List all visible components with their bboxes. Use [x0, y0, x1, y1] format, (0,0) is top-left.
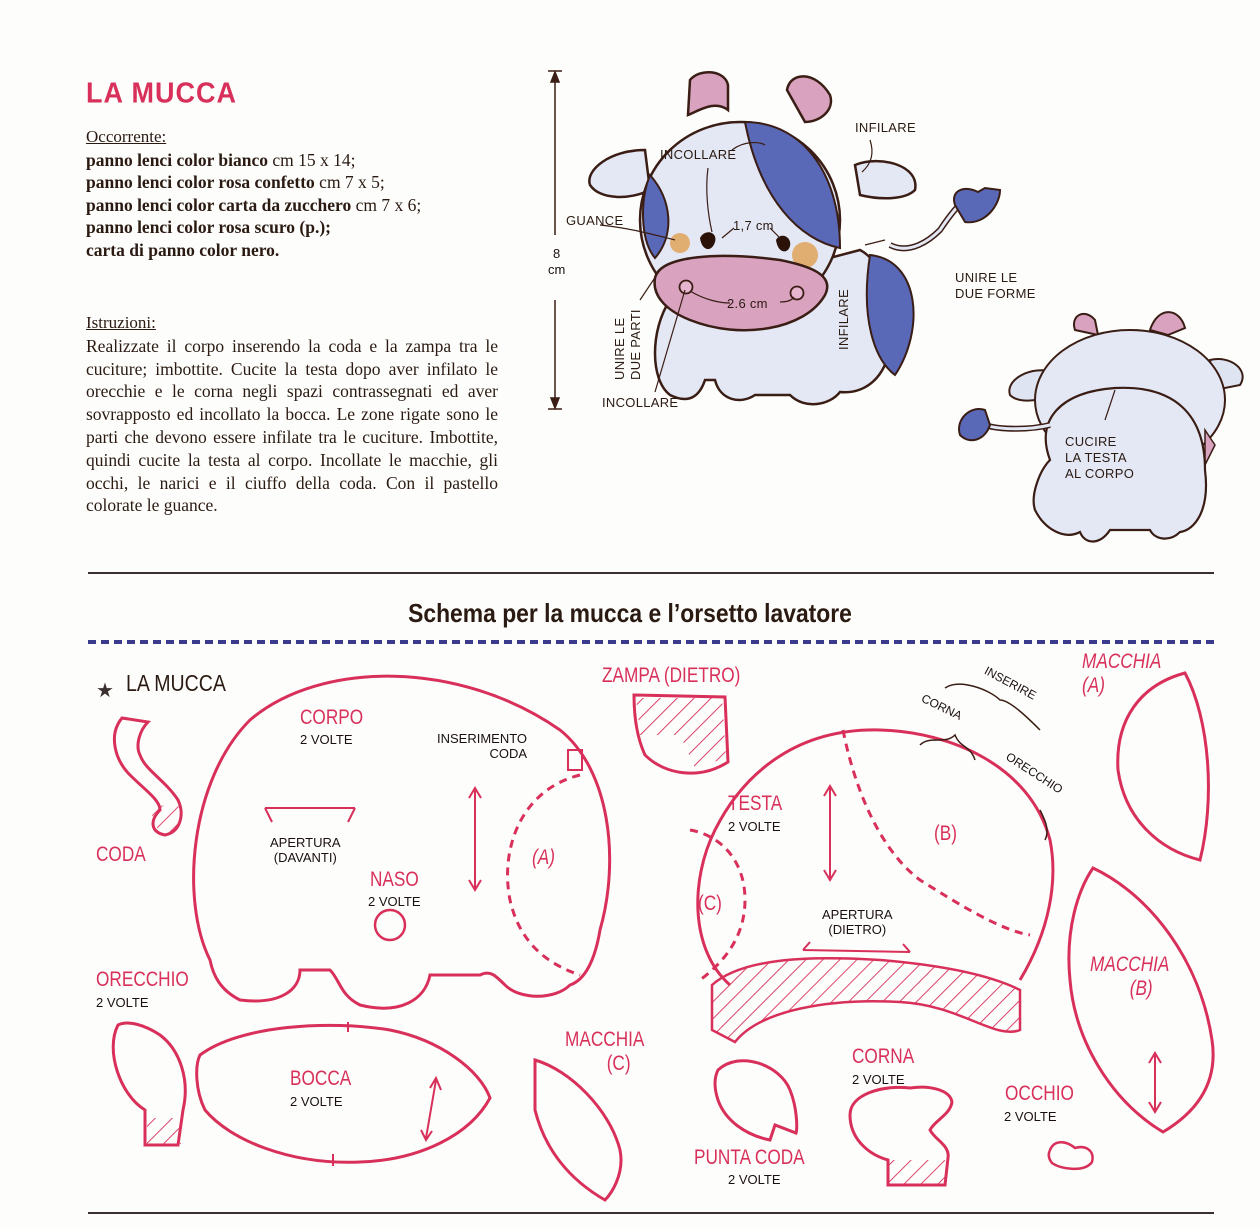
- label-occhio: OCCHIO: [1005, 1082, 1074, 1105]
- label-apertura-davanti: APERTURA (DAVANTI): [270, 835, 341, 865]
- label-unire-due-forme: UNIRE LE DUE FORME: [955, 270, 1036, 301]
- label-orecchio-qty: 2 VOLTE: [96, 995, 149, 1010]
- label-zampa-dietro: ZAMPA (DIETRO): [602, 664, 741, 687]
- instructions-heading: Istruzioni:: [86, 313, 156, 332]
- label-macchia-c: MACCHIA (C): [565, 1028, 645, 1075]
- label-mark-b: (B): [934, 822, 957, 845]
- label-bocca-qty: 2 VOLTE: [290, 1094, 343, 1109]
- label-testa-qty: 2 VOLTE: [728, 819, 781, 834]
- label-occhio-qty: 2 VOLTE: [1004, 1109, 1057, 1124]
- label-bocca: BOCCA: [290, 1067, 352, 1090]
- label-apertura-dietro: APERTURA (DIETRO): [822, 907, 893, 937]
- label-infilare-top: INFILARE: [855, 120, 916, 135]
- pattern-punta-coda: [715, 1061, 797, 1140]
- instructions-text: Realizzate il corpo inserendo la coda e la zampa tra le cuciture; imbottite. Cucite la testa dopo aver infilato le orecchie e le corna negli spazi contrassegnati ed aver sovrapposto ed incollato la bocca. Le zone rigate sono le parti che devono essere infilate tra le cuciture. Imbottite, quindi cucite la testa al corpo. Incollate le macchie, gli occhi, le narici e il ciuffo della coda. Con il pastello colorate le guance.: [86, 335, 498, 516]
- label-macchia-b: MACCHIA (B): [1090, 953, 1170, 1000]
- label-corna-qty: 2 VOLTE: [852, 1072, 905, 1087]
- label-mark-c: (C): [698, 892, 722, 915]
- material-item: panno lenci color carta da zucchero cm 7 x 6;: [86, 194, 422, 215]
- label-coda: CODA: [96, 843, 146, 866]
- label-cucire-testa-corpo: CUCIRE LA TESTA AL CORPO: [1065, 434, 1135, 481]
- material-item: panno lenci color rosa scuro (p.);: [86, 217, 332, 237]
- label-unire-due-parti: UNIRE LE DUE PARTI: [612, 309, 643, 380]
- label-corna-mark: CORNA: [919, 691, 965, 723]
- page-title: LA MUCCA: [86, 77, 237, 109]
- height-measure-label: 8 cm: [548, 246, 566, 277]
- label-inserire: INSERIRE: [982, 663, 1039, 703]
- label-eye-distance: 1,7 cm: [733, 218, 774, 233]
- label-macchia-a: MACCHIA (A): [1082, 650, 1162, 697]
- label-mark-a: (A): [532, 846, 555, 869]
- materials-heading: Occorrente:: [86, 127, 167, 146]
- material-item: carta di panno color nero.: [86, 239, 280, 260]
- label-corpo-qty: 2 VOLTE: [300, 732, 353, 747]
- star-icon: ★: [96, 678, 114, 702]
- schema-subtitle: LA MUCCA: [126, 670, 226, 696]
- schema-title: Schema per la mucca e l’orsetto lavatore: [408, 598, 852, 628]
- label-nostril-distance: 2.6 cm: [727, 296, 768, 311]
- label-inserimento-coda: INSERIMENTO CODA: [437, 731, 528, 761]
- label-incollare-top: INCOLLARE: [660, 147, 737, 162]
- label-naso-qty: 2 VOLTE: [368, 894, 421, 909]
- label-naso: NASO: [370, 868, 419, 891]
- label-incollare-bottom: INCOLLARE: [602, 395, 679, 410]
- label-corpo: CORPO: [300, 706, 364, 729]
- label-testa: TESTA: [728, 792, 783, 815]
- label-infilare-side: INFILARE: [836, 289, 851, 350]
- label-corna: CORNA: [852, 1045, 915, 1068]
- pattern-testa: [698, 730, 1053, 985]
- label-guance: GUANCE: [566, 213, 624, 228]
- pattern-macchia-c: [535, 1060, 621, 1200]
- material-item: panno lenci color rosa confetto cm 7 x 5;: [86, 172, 385, 192]
- label-punta-coda-qty: 2 VOLTE: [728, 1172, 781, 1187]
- pattern-macchia-a: [1118, 673, 1209, 860]
- material-item: panno lenci color bianco cm 15 x 14;: [86, 149, 356, 170]
- label-orecchio: ORECCHIO: [96, 968, 189, 991]
- pattern-bocca: [197, 1025, 490, 1162]
- pattern-occhio: [1049, 1142, 1093, 1169]
- label-orecchio-mark: ORECCHIO: [1003, 749, 1066, 797]
- label-punta-coda: PUNTA CODA: [694, 1146, 805, 1169]
